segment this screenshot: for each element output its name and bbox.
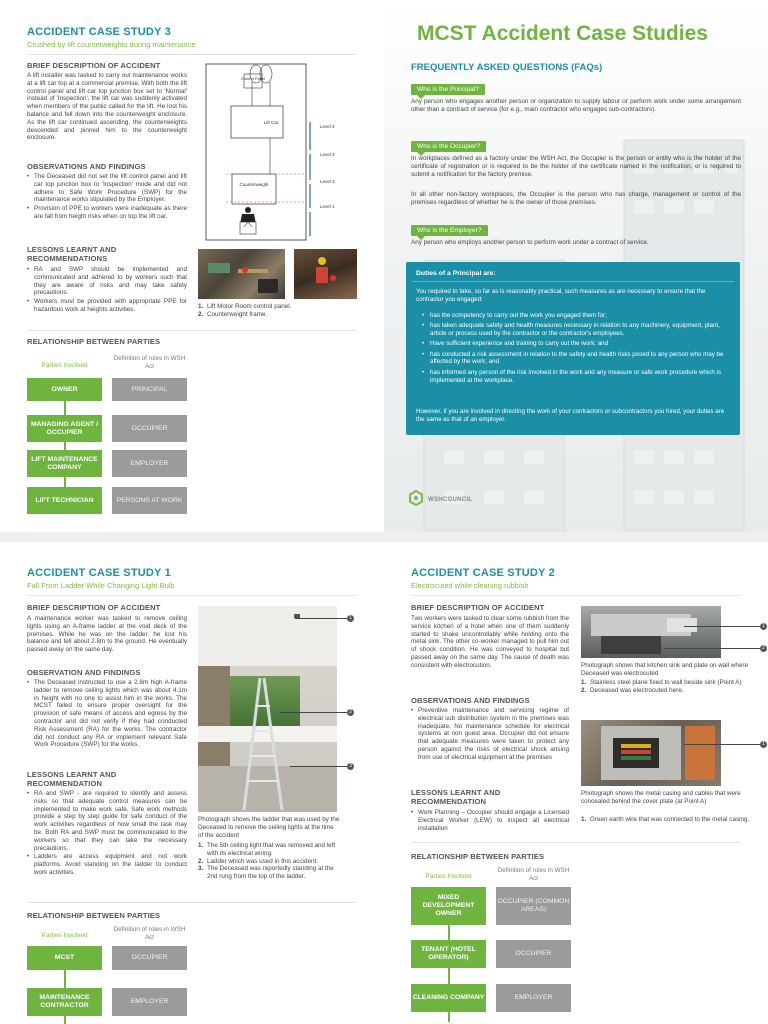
case-study-1-subtitle: Fall From Ladder While Changing Light Bulb [27, 581, 175, 590]
brief-text: A lift installer was tasked to carry out maintenance works at a lift car top at a commercial premise. With both the lift control panel and lift car top junction box set to 'Normal' instead of 'Inspection', the lift car was suddenly activated when members of the public called for the lift. He lost his balance and fell down into the counterweight enclosure. As the lift car continued ascending, the counterweights descended and pinned him to the counterweight enclosure. [27, 72, 187, 142]
level-label: Level 3 [320, 152, 335, 157]
faq-answer-occupier-2: In all other non-factory workplaces, the Occupier is the person who has charge, management or control of the premises regardless of whether he is the owner of those premises. [411, 191, 741, 206]
parties-involved-label: Parties Involved [425, 873, 472, 880]
page-gap [0, 532, 768, 542]
counterweight-label: Counterweight [239, 182, 269, 187]
observation-item: • Preventive maintenance and servicing regime of electrical sub distribution system in the premises was inadequate. No maintenance schedule for electrical systems at non guest area. Occupier did not ensure that adequate measures were taken to protect any person against the risks of electrical shock arising from use of electrical equipment at the premises [411, 707, 569, 762]
faq-heading: FREQUENTLY ASKED QUESTIONS (FAQs) [411, 62, 603, 73]
role-occupier: OCCUPIER [112, 415, 187, 442]
party-managing-agent: MANAGING AGENT / OCCUPIER [27, 415, 102, 442]
level-label: Level 4 [320, 124, 335, 129]
callout-line [664, 648, 760, 649]
level-label: Level 2 [320, 179, 335, 184]
duty-item: • has the competency to carry out the work you engaged them for; [420, 312, 732, 320]
lift-car-label: Lift Car [263, 120, 279, 125]
parties-involved-label: Parties Involved [41, 362, 88, 369]
caption-text: Deceased was electrocuted here. [590, 686, 684, 694]
case-study-2-panel [384, 542, 768, 1024]
case-study-3-subtitle: Crushed by lift counterweights during maintenance [27, 40, 196, 49]
observations-list [411, 707, 569, 763]
lessons-heading-line2: RECOMMENDATIONS [27, 254, 108, 263]
case-study-3-panel [0, 0, 384, 532]
party-lift-maintenance: LIFT MAINTENANCE COMPANY [27, 450, 102, 477]
caption-text: The 5th ceiling light that was removed and left with its electrical wiring. [207, 842, 336, 857]
party-owner: OWNER [27, 378, 102, 401]
callout-line [684, 744, 760, 745]
party-cleaning-company: CLEANING COMPANY [411, 984, 486, 1012]
callout-marker: 2 [347, 709, 354, 716]
party-maintenance-contractor: MAINTENANCE CONTRACTOR [27, 988, 102, 1016]
role-occupier: OCCUPIER [112, 946, 187, 970]
main-title: MCST Accident Case Studies [417, 22, 708, 45]
lesson-item: • Workers must be provided with appropriate PPE for hazardous work at heights activities. [27, 298, 187, 314]
duty-item: • Have sufficient experience and training to carry out the work; and [420, 340, 732, 348]
caption-item [198, 303, 363, 311]
caption-item [198, 865, 340, 881]
party-tenant: TENANT (HOTEL OPERATOR) [411, 940, 486, 968]
ladder-photo [198, 606, 337, 812]
caption-item [581, 816, 751, 824]
caption-text: Stainless steel plane fixed to wall beside sink (Point A) [590, 679, 742, 686]
kitchen-sink-photo [581, 606, 721, 658]
ladder-icon [238, 676, 298, 812]
caption-number: 2. [581, 686, 587, 694]
lessons-list [27, 266, 187, 315]
caption-text: Counterweight frame. [207, 310, 268, 318]
case-study-1-panel [0, 542, 384, 1024]
role-employer: EMPLOYER [112, 450, 187, 477]
ladder-photo-caption: Photograph shows the ladder that was used by the Deceased to remove the ceiling lights at the time of the accident [198, 816, 340, 839]
party-lift-technician: LIFT TECHNICIAN [27, 487, 102, 514]
wsh-council-logo-text: WSHCOUNCIL [428, 497, 473, 503]
brief-heading: BRIEF DESCRIPTION OF ACCIDENT [411, 603, 545, 612]
divider [411, 842, 741, 843]
caption-text: Green earth wire that was connected to the metal casing. [590, 816, 750, 823]
party-mcst: MCST [27, 946, 102, 970]
faq-question-occupier: Who is the Occupier? [411, 141, 486, 152]
roles-definition-label: Definition of roles in WSH Act [497, 867, 570, 882]
caption-number: 1. [581, 816, 587, 823]
callout-line [290, 766, 347, 767]
caption-number: 1. [198, 842, 204, 849]
observations-heading: OBSERVATIONS AND FINDINGS [27, 162, 146, 171]
lesson-item: • Work Planning – Occupier should engage a Licensed Electrical Worker (LEW) to inspect all electrical installation [411, 809, 569, 832]
faq-question-principal: Who is the Principal? [411, 84, 485, 95]
observation-item: • Provision of PPE to workers were inadequate as there are fall from height risks when on top the lift car. [27, 205, 187, 221]
caption-text: The Deceased was reportedly standing at the 2nd rung from the top of the ladder. [207, 865, 334, 881]
callout-line [280, 712, 347, 713]
control-panel-label: Control Panel [240, 76, 266, 81]
divider [27, 330, 357, 331]
roles-definition-label: Definition of roles in WSH Act [113, 355, 186, 370]
caption-item [581, 679, 751, 687]
casing-photo-caption: Photograph shows the metal casing and cables that were concealed behind the cover plate (at Point A) [581, 790, 741, 805]
faq-answer-employer: Any person who employs another person to perform work under a contract of service. [411, 239, 649, 246]
caption-item [198, 842, 340, 858]
duty-item: • has taken adequate safety and health measures necessary in relation to any machinery, equipment, plant, article or process used by the contractor or the contractor's employees. [420, 322, 732, 338]
duties-heading: Duties of a Principal are: [416, 270, 496, 277]
observations-list [27, 173, 187, 222]
callout-marker: 3 [347, 763, 354, 770]
roles-definition-label: Definition of roles in WSH Act [113, 926, 186, 941]
brief-text: A maintenance worker was tasked to remove ceiling lights using an A-frame ladder at the void deck of the premises. While he was on the ladder, he lost his balance and fell about 2.8m to the ground. He eventually passed away on the same day. [27, 615, 187, 654]
role-occupier: OCCUPIER [496, 940, 571, 968]
observation-item: • The Deceased instructed to use a 2.8m high A-frame ladder to remove ceiling lights which was about 4.1m in height with no one to assist him in the works. The MCST failed to ensure proper oversight for the provision of safe means of access and egress by the contractor and did not verify if they had conducted Risk Assessment (RA) for the works. The contractor did not conduct any RA or implement relevant Safe Work Procedure (SWP) for the works. [27, 679, 187, 749]
lesson-item: • RA and SWP - are required to identify and assess risks so that adequate control measures can be implemented to make work safe. Safe work methods provide a step by step guide for safe conduct of the work activities regardless of how small the task may be. Both RA and SWP must be communicated to the workers so that they can take the necessary precautions. [27, 790, 187, 852]
lessons-heading-line1: LESSONS LEARNT AND [27, 770, 117, 779]
photo-captions [198, 303, 363, 319]
lessons-heading-line1: LESSONS LEARNT AND [27, 245, 117, 254]
ladder-photo-items [198, 842, 340, 881]
divider [411, 595, 741, 596]
brief-text: Two workers were tasked to clear some rubbish from the service kitchen of a hotel when one of them suddenly started to shake uncontrollably while holding onto the metal sink. The other co-worker managed to pull him out of shock condition. He was conveyed to hospital but passed away on the same day. The cause of death was consistent with electrocution. [411, 615, 569, 669]
observations-heading: OBSERVATIONS AND FINDINGS [411, 696, 530, 705]
brief-heading: BRIEF DESCRIPTION OF ACCIDENT [27, 61, 161, 70]
case-study-2-title: ACCIDENT CASE STUDY 2 [411, 567, 555, 579]
lift-shaft-diagram [196, 62, 368, 242]
duties-outro: However, if you are involved in directing the work of your contractors or subcontractors you hired, your duties are the same as that of an employer. [416, 408, 725, 423]
caption-number: 1. [198, 303, 204, 310]
role-persons-at-work: PERSONS AT WORK [112, 487, 187, 514]
caption-number: 3. [198, 865, 204, 873]
faq-panel [384, 0, 768, 532]
lessons-heading [27, 245, 116, 263]
party-mixed-development-owner: MIXED DEVELOPMENT OWNER [411, 887, 486, 925]
callout-marker: 2 [760, 645, 767, 652]
duty-item: • has informed any person of the risk involved in the work and any measure or safe work procedure which is implemented at the workplace. [420, 369, 732, 385]
observations-list [27, 679, 187, 750]
relationship-heading: RELATIONSHIP BETWEEN PARTIES [27, 337, 161, 346]
callout-marker: 1 [760, 741, 767, 748]
lessons-heading [27, 770, 116, 788]
duty-item: • has conducted a risk assessment in relation to the safety and health risks posed to any person who may be affected by the work; and [420, 351, 732, 367]
role-employer: EMPLOYER [112, 988, 187, 1016]
duties-of-principal-box [406, 262, 740, 435]
callout-marker: 1 [760, 623, 767, 630]
lesson-item: • RA and SWP should be implemented and communicated and adhered to by workers such that they are aware of risks and may take safety precautions. [27, 266, 187, 297]
counterweight-shape [232, 174, 276, 204]
divider [27, 54, 357, 55]
lessons-heading-line1: LESSONS LEARNT AND [411, 788, 501, 797]
wsh-council-logo-icon [408, 490, 424, 506]
relationship-heading: RELATIONSHIP BETWEEN PARTIES [27, 911, 161, 920]
lessons-list [27, 790, 187, 878]
metal-casing-photo [581, 720, 721, 786]
lessons-heading [411, 788, 500, 806]
divider [27, 595, 357, 596]
callout-line [684, 626, 760, 627]
case-study-3-title: ACCIDENT CASE STUDY 3 [27, 26, 171, 38]
caption-item [198, 858, 340, 866]
duties-list [420, 312, 732, 387]
lessons-heading-line2: RECOMMENDATION [27, 779, 103, 788]
level-label: Level 1 [320, 204, 335, 209]
counterweight-frame-photo [294, 249, 357, 299]
caption-text: Ladder which was used in this accident. [207, 857, 318, 865]
caption-item [198, 311, 363, 319]
caption-number: 2. [198, 857, 204, 865]
observations-heading: OBSERVATION AND FINDINGS [27, 668, 141, 677]
relationship-heading: RELATIONSHIP BETWEEN PARTIES [411, 852, 545, 861]
role-employer: EMPLOYER [496, 984, 571, 1012]
sink-photo-caption: Photograph shows that kitchen sink and plate on wall where Deceased was electrocuted [581, 662, 748, 677]
duties-divider [412, 281, 734, 282]
brief-heading: BRIEF DESCRIPTION OF ACCIDENT [27, 603, 161, 612]
lift-motor-room-photo [198, 249, 285, 299]
callout-marker: 1 [347, 615, 354, 622]
sink-photo-items [581, 679, 751, 695]
duties-intro: You required to take, so far as is reasonably practical, such measures as are necessary to ensure that the contractor you engaged: [416, 288, 706, 303]
faq-answer-principal: Any person who engages another person or organization to supply labour or perform work under some arrangement other than a contract of service (for e.g., main contractor who engages sub-contractors). [411, 98, 741, 113]
caption-text: Lift Motor Room control panel. [207, 303, 292, 310]
caption-number: 2. [198, 310, 204, 318]
faq-question-employer: Who is the Employer? [411, 225, 488, 236]
casing-photo-items [581, 816, 751, 824]
role-principal: PRINCIPAL [112, 378, 187, 401]
case-study-1-title: ACCIDENT CASE STUDY 1 [27, 567, 171, 579]
observation-item: • The Deceased did not set the lift control panel and lift car top junction box to 'Inspection' mode and did not adhere to Safe Work Procedure (SWP) for the maintenance works stipulated by the Employer. [27, 173, 187, 204]
role-occupier-common-areas: OCCUPIER (COMMON AREAS) [496, 887, 571, 925]
faq-answer-occupier-1: In workplaces defined as a factory under the WSH Act, the Occupier is the person or entity who is the holder of the certificate of registration or is required to be the holder of the certificate named in the notification, or is required to submit a notification for the factory premise. [411, 155, 741, 178]
caption-number: 1. [581, 679, 587, 686]
lesson-item: • Ladders are access equipment and not work platforms. Avoid standing on the ladder to conduct work activities. [27, 853, 187, 876]
caption-item [581, 687, 751, 695]
lessons-list [411, 809, 569, 833]
parties-involved-label: Parties Involved [41, 932, 88, 939]
divider [27, 902, 357, 903]
callout-line [295, 618, 347, 619]
case-study-2-subtitle: Electrocuted while cleaning rubbish [411, 581, 529, 590]
lessons-heading-line2: RECOMMENDATION [411, 797, 487, 806]
